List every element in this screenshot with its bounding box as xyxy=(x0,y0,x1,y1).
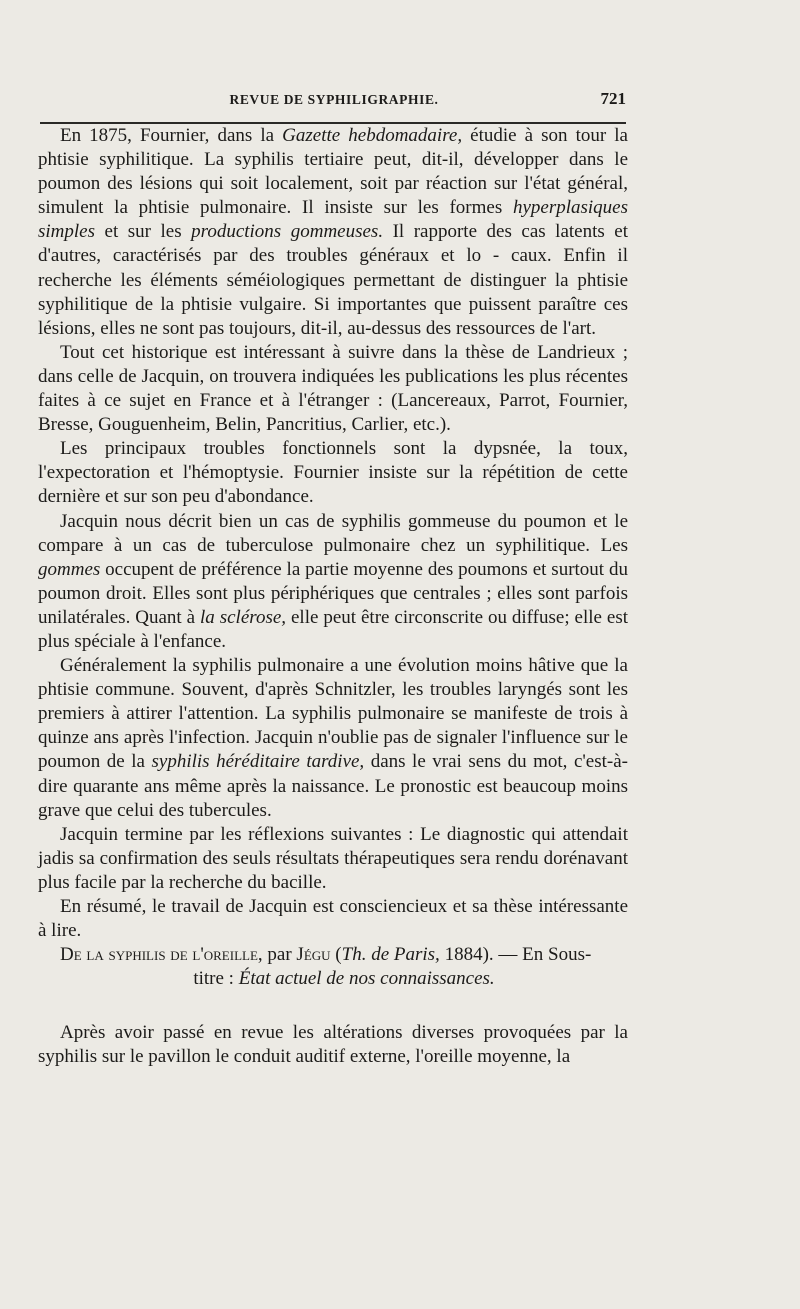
paragraph-historique: Tout cet historique est intéressant à suivre dans la thèse de Landrieux ; dans celle de Jacquin, on trouvera indiquées les publications les plus récentes faites à ce sujet en France et à l'étranger : (Lancereaux, Parrot, Fournier, Bresse, Gouguenheim, Belin, Pancritius, Carlier, etc.). xyxy=(38,341,628,436)
text-run: Il rapporte des cas latents et d'autres, caractérisés par des troubles généraux et lo - caux. Enfin il recherche les éléments séméiologiques permettant de distinguer la phtisie syphilitique de la phtisie vulgaire. Si importantes que puissent paraître ces lésions, elles ne sont pas toujours, dit-il, au-dessus des ressources de l'art. xyxy=(38,221,628,339)
text-run: 1884). — En Sous- xyxy=(439,944,592,966)
paragraph-resume: En résumé, le travail de Jacquin est consciencieux et sa thèse intéressante à lire. xyxy=(38,896,628,942)
text-run: occupent de préférence la partie moyenne des poumons et surtout du poumon droit. Elles sont plus périphériques que centrales ; elles sont parfois unilatérales. Quant à xyxy=(38,558,628,628)
italic-run: Gazette hebdomadaire, xyxy=(282,125,463,146)
paragraph-troubles: Les principaux troubles fonctionnels sont la dypsnée, la toux, l'expectoration et l'hémoptysie. Fournier insiste sur la répétition de cette dernière et sur son peu d'abondance. xyxy=(38,438,628,508)
section-heading xyxy=(38,943,628,991)
text-run: titre : xyxy=(193,968,239,990)
paragraph-oreille: Après avoir passé en revue les altérations diverses provoquées par la syphilis sur le pavillon le conduit auditif externe, l'oreille moyenne, la xyxy=(38,1022,628,1068)
paragraph-conclusion-jacquin: Jacquin termine par les réflexions suivantes : Le diagnostic qui attendait jadis sa confirmation des seuls résultats thérapeutiques sera rendu dorénavant plus facile par la recherche du bacille. xyxy=(38,823,628,893)
italic-run: État actuel de nos connaissances. xyxy=(238,968,495,990)
text-run: En 1875, Fournier, dans la xyxy=(60,125,283,146)
author-name: Jégu xyxy=(296,944,331,966)
body-text xyxy=(38,124,628,1070)
text-run: et sur les xyxy=(95,221,192,243)
text-run: Jacquin nous décrit bien un cas de syphilis gommeuse du poumon et le compare à un cas de tuberculose pulmonaire chez un syphilitique. Les xyxy=(38,510,628,556)
italic-run: Th. de Paris, xyxy=(341,944,440,966)
small-caps-run: De la syphilis de l'oreille, xyxy=(60,944,263,966)
text-run: elle peut être circonscrite ou diffuse; elle est plus spéciale à l'enfance. xyxy=(38,606,629,652)
italic-run: gommes xyxy=(38,558,101,580)
paragraph-evolution xyxy=(38,654,628,823)
italic-run: hyperplasiques simples xyxy=(38,197,628,243)
section-subtitle-line xyxy=(38,967,628,991)
text-run: Généralement la syphilis pulmonaire a une évolution moins hâtive que la phtisie commune. Souvent, d'après Schnitzler, les troubles laryngés sont les premiers à attirer l'attention. La syphilis pulmonaire se manifeste de trois à quinze ans après l'infection. Jacquin n'oublie pas de signaler l'influence sur le poumon de la xyxy=(38,655,628,773)
running-header-title: REVUE DE SYPHILIGRAPHIE. xyxy=(229,92,439,107)
italic-run: syphilis héréditaire tardive, xyxy=(151,751,365,773)
text-run: dans le vrai sens du mot, c'est-à-dire quarante ans même après la naissance. Le pronostic est beaucoup moins grave que celui des tubercules. xyxy=(38,751,628,821)
running-header xyxy=(40,88,628,112)
italic-run: la sclérose, xyxy=(200,606,287,628)
text-run: ( xyxy=(330,944,342,966)
text-run: par xyxy=(262,944,297,966)
text-run: étudie à son tour la phtisie syphilitique. La syphilis tertiaire peut, dit-il, développer dans le poumon des lésions qui soit localement, soit par réaction sur l'état général, simulent la phtisie pulmonaire. Il insiste sur les formes xyxy=(38,125,628,219)
page-number: 721 xyxy=(600,89,626,108)
paragraph-fournier xyxy=(38,124,628,341)
paragraph-gommes xyxy=(38,510,628,655)
italic-run: productions gommeuses. xyxy=(191,221,384,243)
